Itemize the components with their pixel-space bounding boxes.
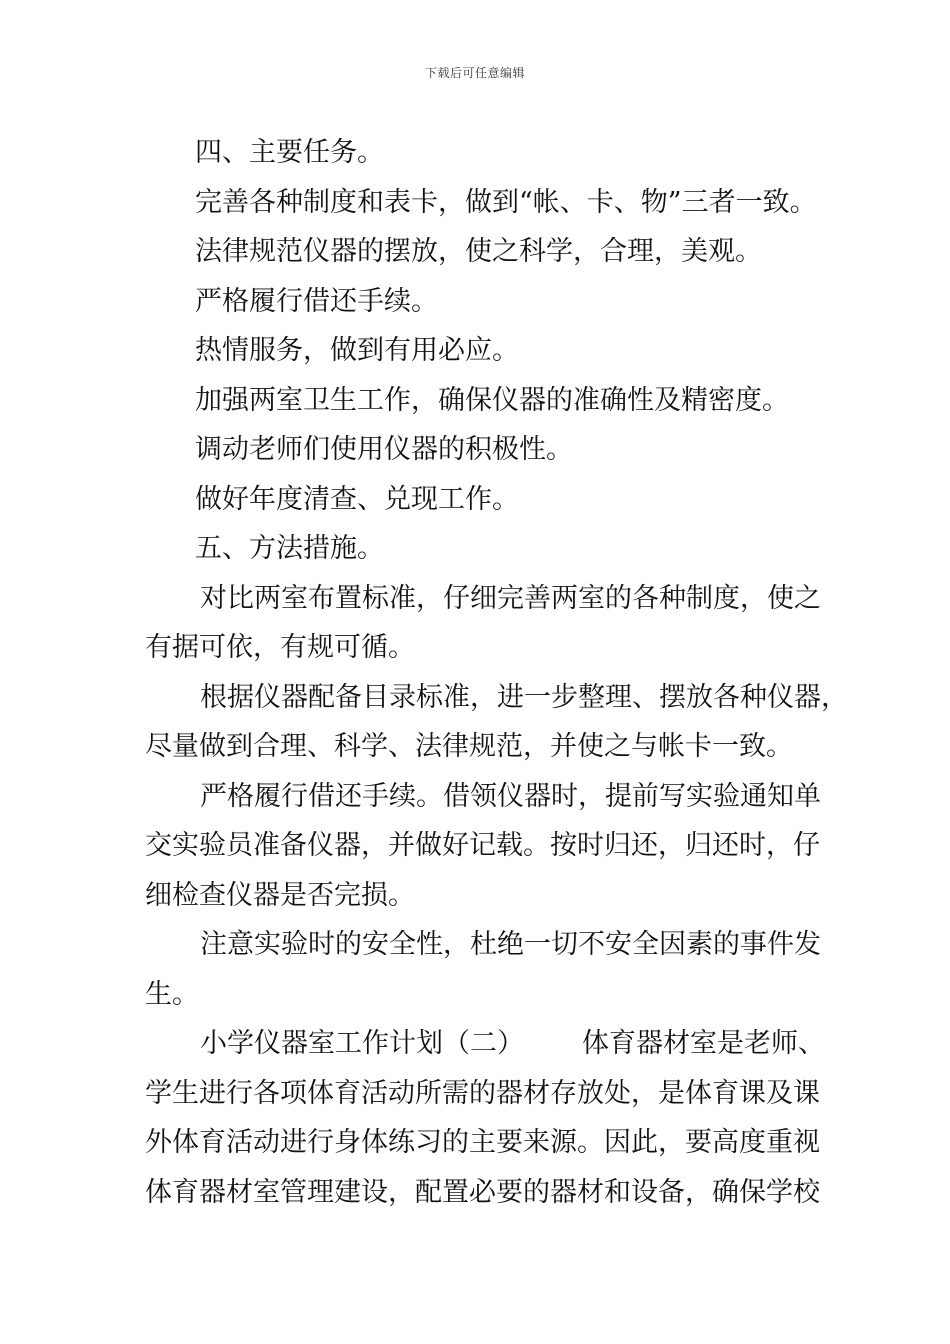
plan-two-paragraph-line-2: 学生进行各项体育活动所需的器材存放处，是体育课及课 <box>145 1077 820 1109</box>
task-item-7: 做好年度清查、兑现工作。 <box>195 483 519 515</box>
plan-two-paragraph-line-4: 体育器材室管理建设，配置必要的器材和设备，确保学校 <box>145 1176 820 1208</box>
task-item-5: 加强两室卫生工作，确保仪器的准确性及精密度。 <box>195 384 789 416</box>
task-item-4: 热情服务，做到有用必应。 <box>195 335 519 366</box>
measure-paragraph-4-line-1: 注意实验时的安全性，杜绝一切不安全因素的事件发 <box>200 929 821 960</box>
task-item-6: 调动老师们使用仪器的积极性。 <box>195 434 573 465</box>
measure-paragraph-1-line-1: 对比两室布置标准，仔细完善两室的各种制度，使之 <box>200 582 821 614</box>
task-item-3: 严格履行借还手续。 <box>195 285 438 317</box>
page-header: 下载后可任意编辑 <box>424 66 525 80</box>
measure-paragraph-2-line-1: 根据仪器配备目录标准，进一步整理、摆放各种仪器， <box>200 681 848 713</box>
section-heading-4: 四、主要任务。 <box>195 137 384 168</box>
task-item-2: 法律规范仪器的摆放，使之科学，合理，美观。 <box>195 236 762 267</box>
plan-two-paragraph-line-3: 外体育活动进行身体练习的主要来源。因此，要高度重视 <box>145 1127 820 1158</box>
plan-two-title: 小学仪器室工作计划（二） <box>200 1028 524 1059</box>
measure-paragraph-3-line-3: 细检查仪器是否完损。 <box>145 879 415 911</box>
measure-paragraph-3-line-2: 交实验员准备仪器，并做好记载。按时归还，归还时，仔 <box>145 830 820 861</box>
document-body <box>145 128 848 1217</box>
measure-paragraph-4-line-2: 生。 <box>145 978 199 1010</box>
plan-two-paragraph-line-1 <box>145 1019 835 1069</box>
section-heading-5: 五、方法措施。 <box>195 533 384 564</box>
measure-paragraph-3-line-1: 严格履行借还手续。借领仪器时，提前写实验通知单 <box>200 780 821 812</box>
task-item-1: 完善各种制度和表卡，做到“帐、卡、物”三者一致。 <box>195 186 817 218</box>
plan-two-text-start: 体育器材室是老师、 <box>582 1028 825 1059</box>
measure-paragraph-1-line-2: 有据可依，有规可循。 <box>145 632 415 663</box>
measure-paragraph-2-line-2: 尽量做到合理、科学、法律规范，并使之与帐卡一致。 <box>145 731 793 762</box>
